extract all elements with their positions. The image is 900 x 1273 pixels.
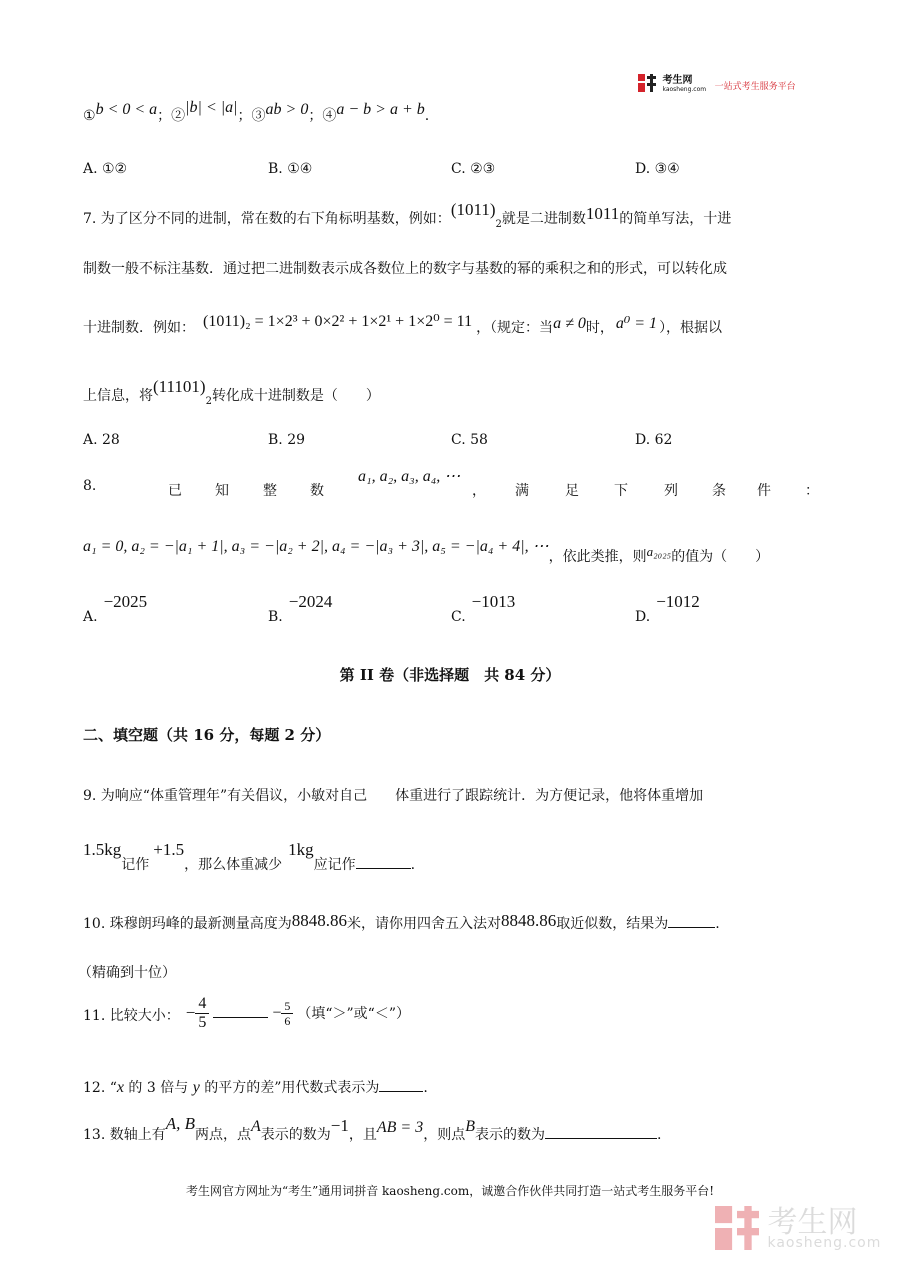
q13-text: ，且 — [348, 1127, 377, 1143]
q6-option-c[interactable]: C. ②③ — [451, 161, 496, 177]
q13-text: 13. 数轴上有 — [83, 1127, 166, 1143]
q9-value-loss: 1kg — [288, 840, 314, 859]
q8-sequence: a₁, a₂, a₃, a₄, ⋯ — [358, 468, 461, 485]
q8-target: a₂₀₂₅ — [646, 544, 672, 559]
q7-line1 — [83, 200, 732, 230]
q8-word-7: 足 — [565, 483, 579, 499]
q13-end: . — [657, 1127, 662, 1143]
q8-num: 8. — [83, 478, 97, 494]
q7-option-c[interactable]: C. 58 — [451, 432, 488, 448]
q8-recurrence: a₁ = 0, a₂ = −|a₁ + 1|, a₃ = −|a₂ + 2|, a₄ = −|a₃ + 3|, a₅ = −|a₄ + 4|, ⋯ — [83, 538, 549, 555]
q11-neg-sign: − — [185, 1002, 196, 1022]
watermark-logo-icon — [715, 1206, 759, 1254]
q8-word-10: 条 — [712, 483, 726, 499]
q9-answer-blank[interactable] — [356, 854, 411, 869]
q12-answer-blank[interactable] — [379, 1077, 423, 1092]
watermark-text: 考生网 — [767, 1205, 858, 1240]
q7-option-a[interactable]: A. 28 — [83, 432, 120, 448]
q7-text: 时， — [585, 320, 614, 336]
q7-text: 转化成十进制数是（ ） — [211, 388, 380, 404]
q8-word-8: 下 — [614, 483, 628, 499]
q6-conditions — [83, 99, 430, 125]
q8-word-4: 数 — [310, 483, 324, 499]
q7-condition-2: a⁰ = 1 — [615, 315, 658, 332]
q13-distance: AB = 3 — [376, 1119, 424, 1136]
q12-var-y: y — [192, 1079, 200, 1096]
q11-numerator-1: 4 — [195, 995, 209, 1014]
q8-word-12: ： — [805, 483, 819, 499]
q9-text: ，那么体重减少 — [184, 857, 283, 873]
q6-end: . — [424, 108, 430, 124]
logo-text: 考生网 — [662, 75, 693, 86]
q9-text: 应记作 — [313, 857, 356, 873]
q7-line4 — [83, 377, 380, 407]
q10-answer-blank[interactable] — [668, 913, 715, 928]
q11-neg-sign-2: − — [272, 1004, 282, 1022]
q10-line1 — [83, 913, 720, 933]
q12-text: 的平方的差”用代数式表示为 — [199, 1080, 380, 1096]
q6-c3-expr: ab > 0 — [265, 101, 309, 118]
q7-binary-number: 1011 — [585, 204, 620, 223]
q7-conversion-formula: (1011)₂ = 1×2³ + 0×2² + 1×2¹ + 1×2⁰ = 11 — [203, 313, 473, 330]
logo-mark-icon — [638, 74, 656, 96]
part-2-title: 二、填空题（共 16 分，每题 2 分） — [83, 726, 331, 744]
q9-text: 记作 — [121, 857, 150, 873]
q8-option-label: A. — [83, 609, 98, 625]
q8-word-1: 已 — [168, 483, 182, 499]
q8-option-c[interactable] — [451, 592, 516, 625]
q7-example-base: 2 — [495, 218, 502, 230]
q10-end: . — [715, 916, 720, 932]
q7-text: ，（规定：当 — [476, 320, 554, 336]
q11-label: 11. 比较大小： — [83, 1007, 180, 1024]
q6-c2-mark: ② — [171, 108, 186, 124]
q7-target-base: 2 — [205, 395, 212, 407]
q11-hint: （填“＞”或“＜”） — [297, 1005, 410, 1022]
q6-sep: ； — [308, 108, 323, 124]
q6-option-a[interactable]: A. ①② — [83, 161, 128, 177]
q7-text: 7. 为了区分不同的进制，常在数的右下角标明基数，例如： — [83, 211, 451, 227]
q12-end: . — [423, 1080, 428, 1096]
header-logo — [638, 74, 796, 92]
q8-word-3: 整 — [263, 483, 277, 499]
q8-word-5: ， — [472, 483, 486, 499]
q13-line — [83, 1114, 662, 1143]
footer-text: 考生网官方网址为“考生”通用词拼音 kaosheng.com，诚邀合作伙伴共同打造一站式考生服务平台! — [185, 1184, 715, 1198]
q11-fraction-1 — [195, 995, 209, 1032]
q11-answer-blank[interactable] — [213, 1003, 268, 1018]
q12-var-x: x — [116, 1079, 124, 1096]
q11-denominator-1: 5 — [198, 1014, 207, 1031]
q10-text: 10. 珠穆朗玛峰的最新测量高度为 — [83, 916, 292, 932]
q7-text: 就是二进制数 — [501, 211, 586, 227]
q7-target-binary: (11101) — [153, 377, 206, 396]
q8-option-b[interactable] — [268, 592, 333, 625]
q8-word-6: 满 — [515, 483, 529, 499]
q8-option-value: −2024 — [288, 592, 333, 611]
q8-line2 — [83, 538, 770, 565]
q7-text: 的简单写法，十进 — [619, 211, 732, 227]
logo-url: kaosheng.com — [662, 86, 707, 93]
q6-c1-expr: b < 0 < a — [95, 101, 158, 118]
q13-point-b: B — [465, 1118, 475, 1135]
q8-word-11: 件 — [757, 483, 771, 499]
q7-line3 — [83, 313, 723, 337]
q13-value: −1 — [330, 1116, 349, 1135]
q11-denominator-2: 6 — [284, 1014, 291, 1028]
q10-height-value: 8848.86 — [291, 911, 347, 930]
q8-option-label: C. — [451, 609, 466, 625]
q8-word-2: 知 — [215, 483, 229, 499]
q9-end: . — [410, 857, 416, 873]
q6-c3-mark: ③ — [251, 108, 266, 124]
q11-fraction-2 — [281, 999, 293, 1028]
q7-line2: 制数一般不标注基数．通过把二进制数表示成各数位上的数字与基数的幂的乘积之和的形式，可以转化成 — [83, 261, 727, 277]
q13-points: A, B — [165, 1114, 195, 1133]
q6-c2-expr: |b| < |a| — [185, 99, 238, 116]
q8-option-label: D. — [635, 609, 651, 625]
q8-word-9: 列 — [664, 483, 678, 499]
q11-line — [83, 995, 410, 1032]
q7-example-binary: (1011) — [450, 200, 496, 219]
q9-line1: 9. 为响应“体重管理年”有关倡议，小敏对自己 体重进行了跟踪统计．为方便记录，他将体重增加 — [83, 788, 704, 804]
q10-height-value-2: 8848.86 — [500, 911, 557, 930]
watermark-url: kaosheng.com — [767, 1235, 882, 1251]
q8-option-d[interactable] — [635, 592, 700, 625]
q7-text: 上信息，将 — [83, 388, 153, 404]
q13-text: 表示的数为 — [475, 1127, 545, 1143]
q8-option-value: −1013 — [471, 592, 516, 611]
logo-slogan: 一站式考生服务平台 — [714, 81, 796, 92]
q8-text: ，依此类推，则 — [548, 549, 647, 565]
q6-c1-mark: ① — [83, 108, 96, 124]
q6-sep: ； — [237, 108, 252, 124]
q13-point-a: A — [251, 1118, 261, 1135]
q13-text: ，则点 — [423, 1127, 466, 1143]
q8-option-label: B. — [268, 609, 283, 625]
q13-text: 表示的数为 — [260, 1127, 331, 1143]
footer-watermark — [715, 1206, 881, 1254]
q12-text: 12. “ — [83, 1080, 117, 1096]
q10-text: 米，请你用四舍五入法对 — [346, 916, 501, 932]
q6-sep: ； — [157, 108, 172, 124]
q10-note: （精确到十位） — [78, 965, 176, 981]
q7-text: ），根据以 — [659, 320, 723, 336]
q11-numerator-2: 5 — [281, 999, 293, 1014]
q8-option-a[interactable] — [83, 592, 148, 625]
q8-option-value: −2025 — [103, 592, 148, 611]
q7-option-d[interactable]: D. 62 — [635, 432, 673, 448]
q10-text: 取近似数，结果为 — [556, 916, 669, 932]
q12-text: 的 3 倍与 — [123, 1080, 193, 1096]
q13-answer-blank[interactable] — [545, 1124, 657, 1139]
q7-text: 十进制数．例如： — [83, 320, 195, 336]
q6-c4-mark: ④ — [322, 108, 337, 124]
q7-option-b[interactable]: B. 29 — [268, 432, 306, 448]
section-2-title: 第 II 卷（非选择题 共 84 分） — [339, 666, 561, 684]
q7-condition: a ≠ 0 — [553, 315, 586, 332]
q6-option-d[interactable]: D. ③④ — [635, 161, 680, 177]
q13-text: 两点，点 — [195, 1127, 251, 1143]
q12-line — [83, 1077, 428, 1097]
q8-text: 的值为（ ） — [671, 549, 770, 565]
q6-option-b[interactable]: B. ①④ — [268, 161, 313, 177]
q8-option-value: −1012 — [656, 592, 700, 611]
q6-c4-expr: a − b > a + b — [336, 101, 425, 118]
q9-value-gain: 1.5kg — [83, 840, 122, 859]
q9-value-record: +1.5 — [153, 840, 185, 859]
q9-line2 — [83, 840, 416, 873]
